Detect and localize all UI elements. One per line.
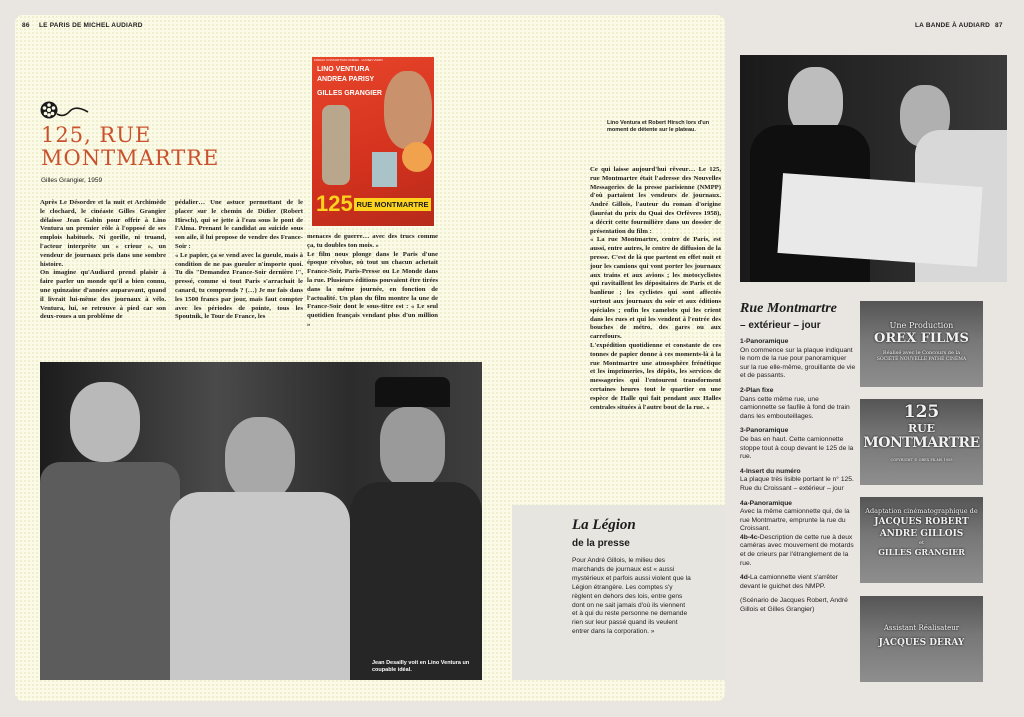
page-number-right: 87 [995,22,1003,29]
title-still-2 [860,399,983,485]
still-text: Assistant Réalisateur [883,624,960,632]
still-text: GILLES GRANGIER [878,547,965,557]
film-reel-icon [40,100,92,120]
poster-number: 125 [316,191,353,216]
still-text: RUE [907,422,936,435]
shot-text: Avec la même camionnette qui, de la rue Montmartre, emprunte la rue du Croissant. [740,508,850,533]
shot-label: 1-Panoramique [740,338,789,345]
title-still-4 [860,596,983,682]
running-header-left: LE PARIS DE MICHEL AUDIARD [39,22,143,29]
article-subtitle: Gilles Grangier, 1959 [41,177,103,184]
still-text: COPYRIGHT © OREX FILMS 1959 [890,458,953,462]
text-column-1 [40,199,166,322]
film-still-photo [40,362,482,680]
shot-item [740,427,857,461]
still-text: SOCIÉTÉ NOUVELLE PATHÉ CINÉMA [876,357,967,362]
article-title-line2: MONTMARTRE [41,146,220,170]
poster-actor: LINO VENTURA [317,66,370,73]
paragraph: L'expédition quotidienne et constante de ces tonnes de papier donne à ces moments-là à la rue Montmartre une atmosphère frénétique et les imprimeries, les dépôts, les services de messageries qui l'entourent transforment certaines heures tout le quartier en une espèce de Halle qui fait pendant aux Halles centrales situées à l'autre bout de la rue. » [590,341,721,411]
paragraph: menaces de guerre… avec des trucs comme ça, tu doubles ton mois. » [307,233,438,249]
still-text: Une Production [889,321,954,330]
page-number-left: 86 [22,22,30,29]
title-still-3 [860,497,983,583]
legion-text: Pour André Gillois, le milieu des marchands de journaux est « aussi mystérieux et parfois aussi violent que la Légion étrangère. Les comptes s'y règlent en dehors des lois, entre gens dont on ne sait jamais d'où ils viennent et à qui du reste personne ne demande rien sur leur passé quand ils veulent entrer dans la corporation. » [572,557,691,636]
poster-title: RUE MONTMARTRE [354,198,431,211]
poster-face [384,71,432,149]
paragraph: pédalier… Une astuce permettant de le placer sur le chemin de Didier (Robert Hirsch), qui se jette à l'eau sous le pont de l'Alma. Prenant le candidat au suicide sous son aile, il lui propose de vendre des France-Soir : [175,199,303,250]
shot-label: 4b-4c- [740,533,760,541]
still-text: OREX FILMS [874,331,969,346]
shot-item [740,534,857,568]
title-still-1 [860,301,983,387]
shot-item [740,574,857,591]
shot-text: De bas en haut. Cette camionnette stoppe tout à coup devant le 125 de la rue. [740,435,854,461]
shot-label: 3-Panoramique [740,427,789,435]
shot-text: La plaque très lisible portant le n° 125. Rue du Croissant – extérieur – jour [740,476,854,492]
text-column-2 [175,199,303,322]
shot-label: 2-Plan fixe [740,386,774,394]
paragraph: Après Le Désordre et la nuit et Archimède le clochard, le cinéaste Gilles Grangier délaisse Jean Gabin pour offrir à Lino Ventura un premier rôle à l'opposé de ses emplois habituels. Ni gorille, ni truand, l'acteur interprète un « crieur », un vendeur de journaux pris dans une sombre histoire. [40,199,166,268]
shot-item [740,387,857,421]
shot-text: On commence sur la plaque indiquant le nom de la rue pour panoramiquer sur la rue elle-même, grouillante de vie et de passants. [740,346,856,380]
shot-text: La camionnette vient s'arrêter devant le guichet des NMPP. [740,574,838,590]
sidebar-title: Rue Montmartre [740,301,837,316]
legion-title: La Légion [572,517,636,533]
top-photo-caption: Lino Ventura et Robert Hirsch lors d'un moment de détente sur le plateau. [607,120,710,133]
still-text: MONTMARTRE [863,435,980,451]
poster-actor: ANDREA PARISY [317,76,375,83]
photo-caption: Jean Desailly voit en Lino Ventura un coupable idéal. [372,660,470,673]
paragraph: « La rue Montmartre, centre de Paris, est aussi, entre autres, le centre de diffusion de la presse. C'est de là que partent en effet nuit et jour les camions qui vont porter les journaux aux trains et aux avions ; les motocyclistes qui ravitaillent les dépositaires de Paris et de banlieue ; les cyclistes qui sont affectés surtout aux journaux du soir et aux éditions spéciales ; enfin les camelots qui les crient dans les rues et qui les vendent à l'entrée des bouches de métro, des gares ou aux carrefours. [590,236,721,341]
still-text: JACQUES DERAY [878,638,965,648]
shot-item [740,338,857,381]
paragraph: On imagine qu'Audiard prend plaisir à faire parler un monde qu'il a bien connu, une quinzaine d'années auparavant, quand il livrait lui-même des journaux à vélo. Ventura, lui, se retrouve à pied car son deux-roues a un problème de [40,269,166,321]
text-column-3 [307,233,438,330]
sidebar-box-legion [512,505,725,680]
shot-label: 4-Insert du numéro [740,467,801,475]
shot-item [740,500,857,534]
shot-text: Dans cette même rue, une camionnette se faufile à fond de train dans les embouteillages. [740,395,850,420]
shot-text: Description de cette rue à deux caméras avec mouvement de motards et de crieurs par l'étranglement de la rue. [740,533,854,567]
still-text: 125 [903,402,940,422]
still-text: Adaptation cinématographique de [865,507,978,515]
still-text: JACQUES ROBERT [874,517,969,527]
film-poster [312,57,434,226]
still-text: Réalisé avec le Concours de la [882,350,961,356]
shot-label: 4d- [740,574,751,582]
scenario-credit: (Scénario de Jacques Robert, André Gillois et Gilles Grangier) [740,597,848,614]
shot-item [740,468,857,494]
paragraph: Le film nous plonge dans le Paris d'une époque révolue, où tout un chacun achetait France-Soir, Paris-Presse ou Le Monde dans la rue. Plusieurs éditions pouvaient être tirées dans la même journée, en fonction de l'actualité. Un plan du film montre la une de France-Soir dont le sous-titre est : « Le seul quotidien français vendant plus d'un million » [307,250,438,328]
sidebar-subtitle: – extérieur – jour [740,320,821,331]
shot-list [740,338,857,615]
still-text: et [919,540,924,546]
behind-the-scenes-photo [740,55,1007,282]
article-title-line1: 125, RUE [41,123,152,147]
paragraph: Ce qui laisse aujourd'hui rêveur… Le 125, rue Montmartre était l'adresse des Nouvelles Messageries de la presse parisienne (NMPP) d'où partaient les vendeurs de journaux. André Gillois, l'auteur du roman d'origine (lauréat du prix du Quai des Orfèvres 1958), a décrit cette fourmilière dans un dossier de présentation du film : [590,166,721,235]
poster-director: GILLES GRANGIER [317,90,382,97]
paragraph: « Le papier, ça se vend avec la gueule, mais à condition de ne pas gueuler n'importe quoi. Tu dis "Demandez France-Soir dernière !", pressé, comme si tout Paris s'arrachait le canard, tu comprends ? (…) Je me fais dans les 1500 francs par jour, mais faut compter avec les périodes de pointe, tous les Spoutnik, le Tour de France, les [175,251,303,321]
running-header-right: LA BANDE À AUDIARD [915,22,990,29]
poster-credit: ZODIAC CONSORTIUM CINÉMA · LUCIEN VIARD [314,58,383,62]
shot-label: 4a-Panoramique [740,499,793,507]
legion-subtitle: de la presse [572,538,630,549]
still-text: ANDRE GILLOIS [879,529,964,539]
text-column-4 [590,166,721,412]
